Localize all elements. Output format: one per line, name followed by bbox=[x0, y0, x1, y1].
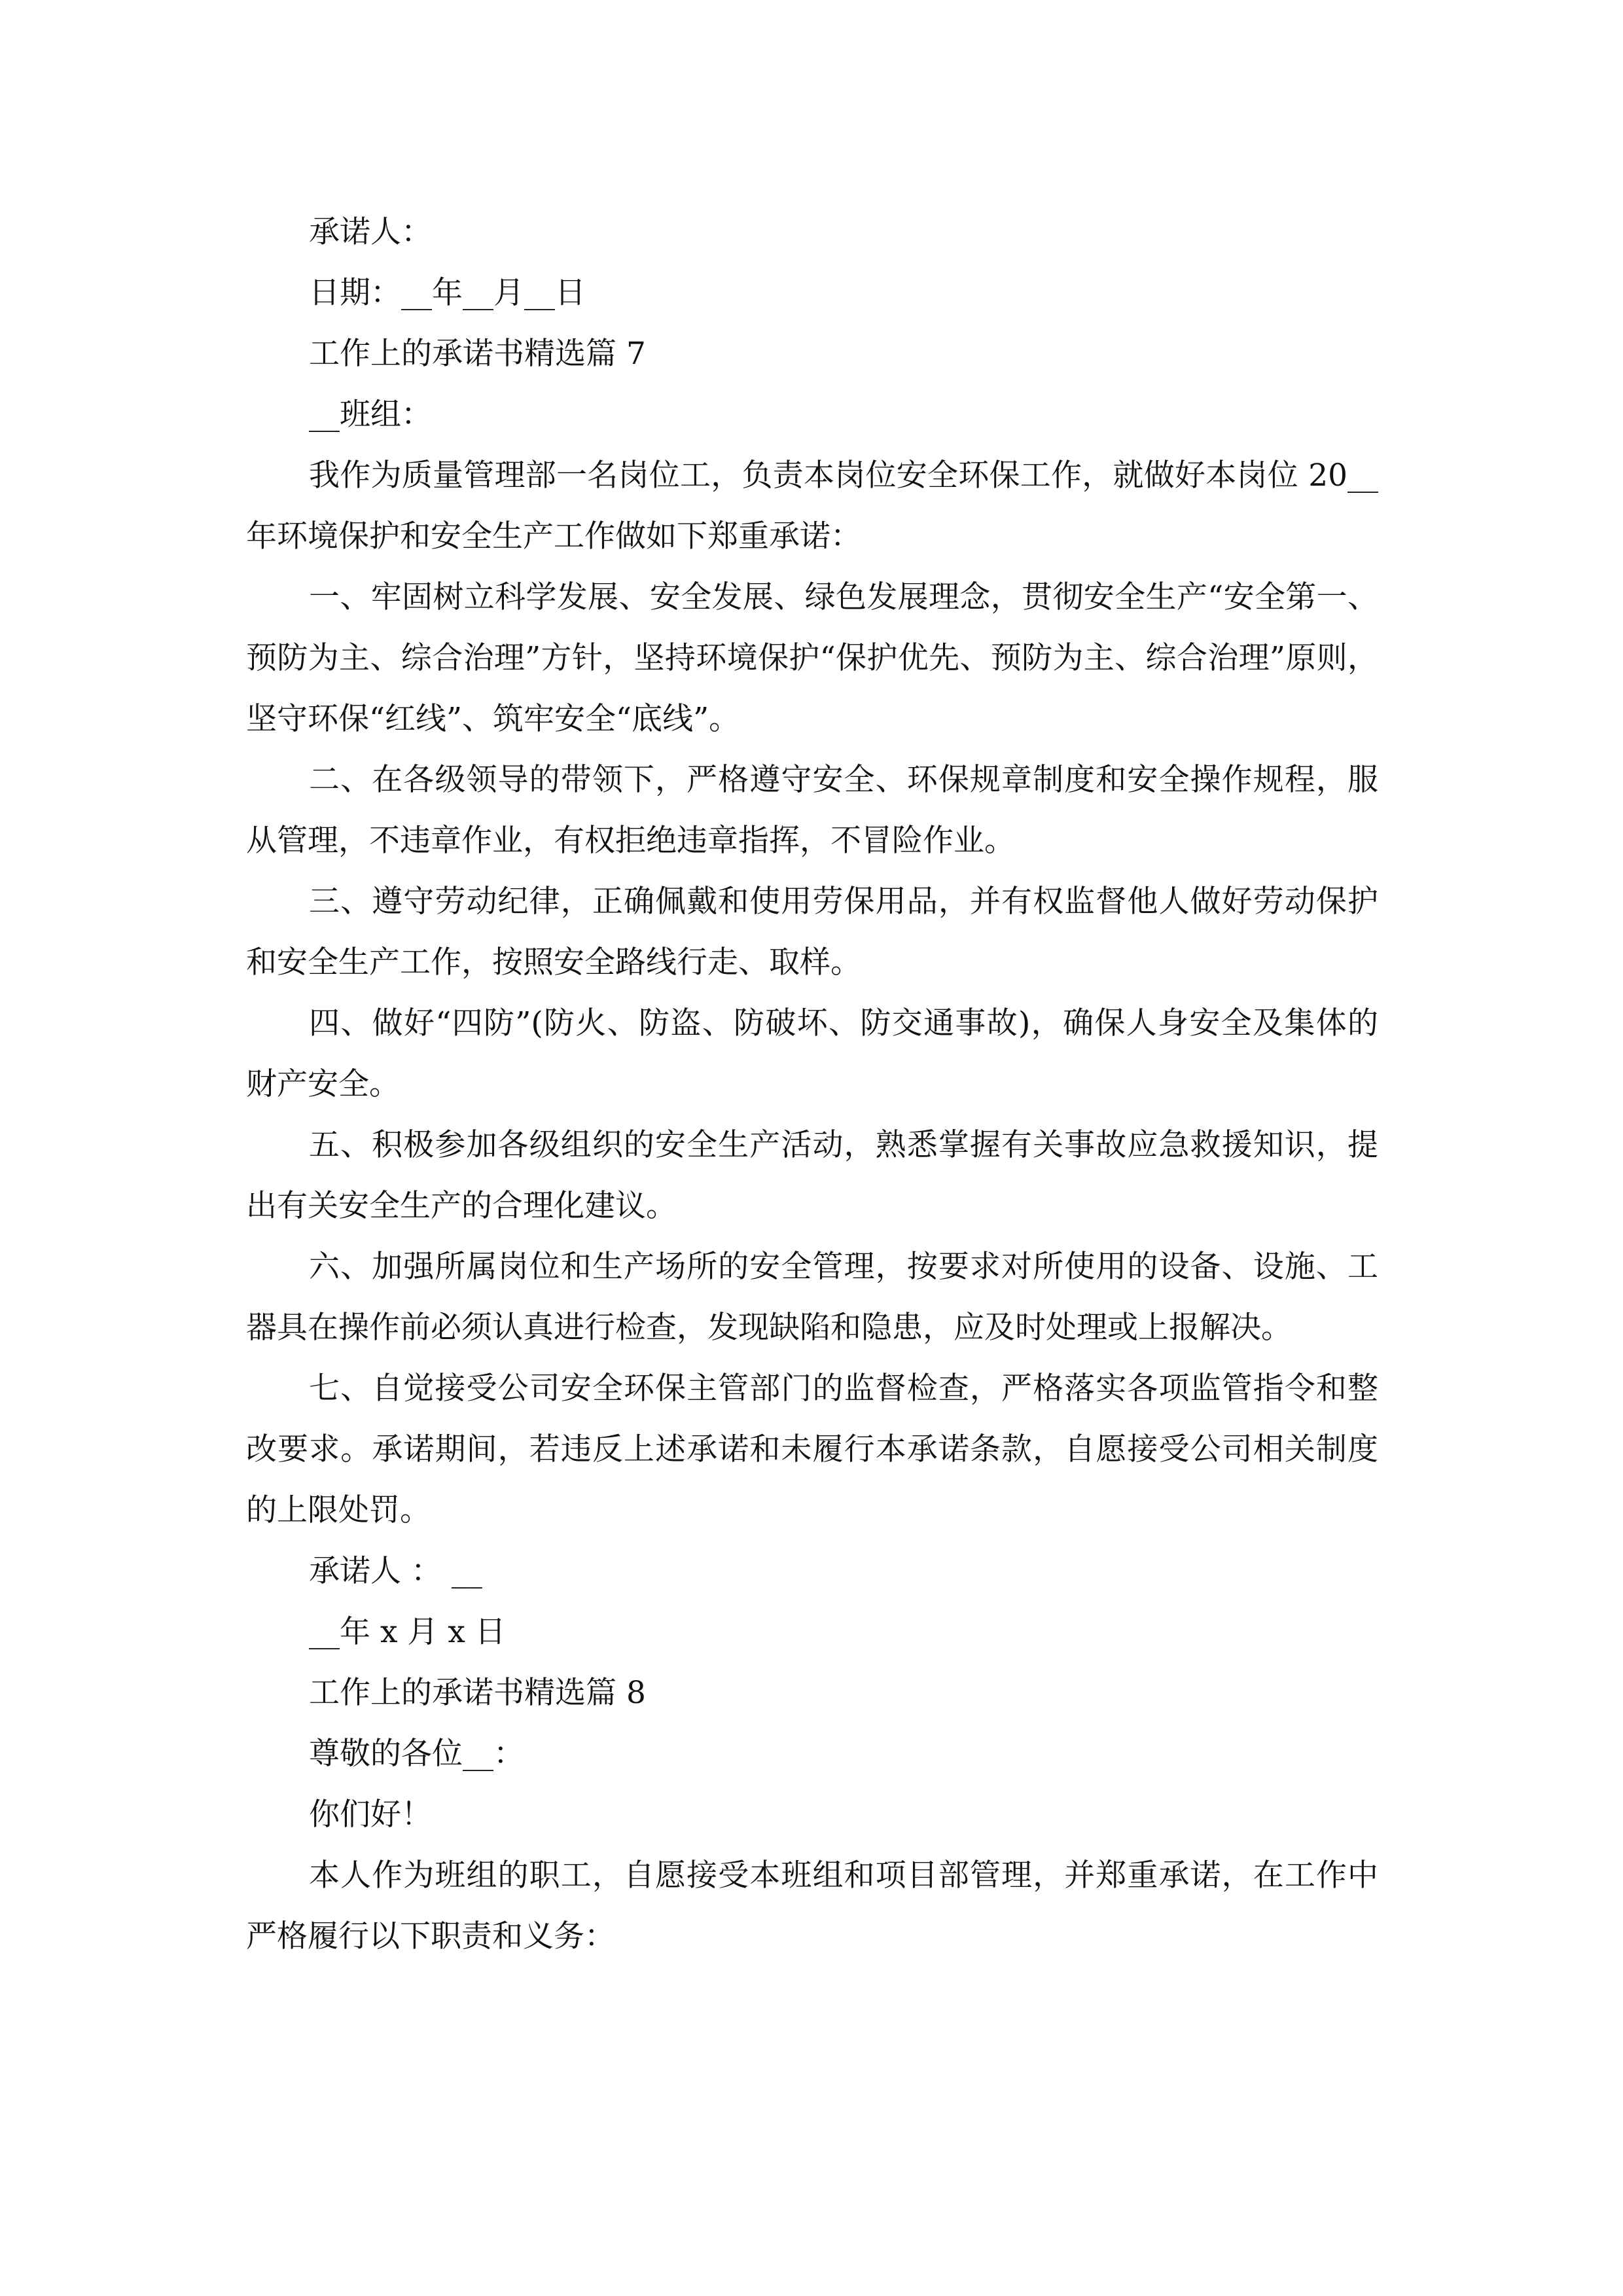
paragraph-item-5: 五、积极参加各级组织的安全生产活动，熟悉掌握有关事故应急救援知识，提出有关安全生产的合理化建议。 bbox=[246, 1127, 1378, 1224]
signatory-line: 承诺人： bbox=[309, 214, 432, 250]
date-line: 日期：__年__月__日 bbox=[309, 275, 586, 311]
section-title-8: 工作上的承诺书精选篇 8 bbox=[309, 1675, 646, 1711]
paragraph-commitment: 本人作为班组的职工，自愿接受本班组和项目部管理，并郑重承诺，在工作中严格履行以下职责和义务： bbox=[246, 1857, 1378, 1954]
date-line-2: __年 x 月 x 日 bbox=[309, 1614, 506, 1650]
signatory-line-2: 承诺人 ： __ bbox=[309, 1553, 482, 1589]
paragraph-item-7: 七、自觉接受公司安全环保主管部门的监督检查，严格落实各项监管指令和整改要求。承诺期间，若违反上述承诺和未履行本承诺条款，自愿接受公司相关制度的上限处罚。 bbox=[246, 1371, 1378, 1528]
paragraph-intro: 我作为质量管理部一名岗位工，负责本岗位安全环保工作，就做好本岗位 20__年环境保护和安全生产工作做如下郑重承诺： bbox=[246, 457, 1378, 554]
greeting: 你们好！ bbox=[309, 1797, 432, 1833]
paragraph-item-3: 三、遵守劳动纪律，正确佩戴和使用劳保用品，并有权监督他人做好劳动保护和安全生产工作，按照安全路线行走、取样。 bbox=[246, 884, 1378, 980]
salutation-respected: 尊敬的各位__： bbox=[309, 1736, 524, 1772]
salutation-team: __班组： bbox=[309, 397, 432, 433]
paragraph-item-6: 六、加强所属岗位和生产场所的安全管理，按要求对所使用的设备、设施、工器具在操作前必须认真进行检查，发现缺陷和隐患，应及时处理或上报解决。 bbox=[246, 1249, 1378, 1346]
paragraph-item-4: 四、做好“四防”(防火、防盗、防破坏、防交通事故)，确保人身安全及集体的财产安全。 bbox=[246, 1005, 1378, 1102]
section-title-7: 工作上的承诺书精选篇 7 bbox=[309, 336, 646, 372]
paragraph-item-1: 一、牢固树立科学发展、安全发展、绿色发展理念，贯彻安全生产“安全第一、预防为主、综合治理”方针，坚持环境保护“保护优先、预防为主、综合治理”原则，坚守环保“红线”、筑牢安全“底线”。 bbox=[246, 579, 1378, 737]
paragraph-item-2: 二、在各级领导的带领下，严格遵守安全、环保规章制度和安全操作规程，服从管理，不违章作业，有权拒绝违章指挥，不冒险作业。 bbox=[246, 762, 1378, 859]
document-body bbox=[246, 202, 1378, 1967]
